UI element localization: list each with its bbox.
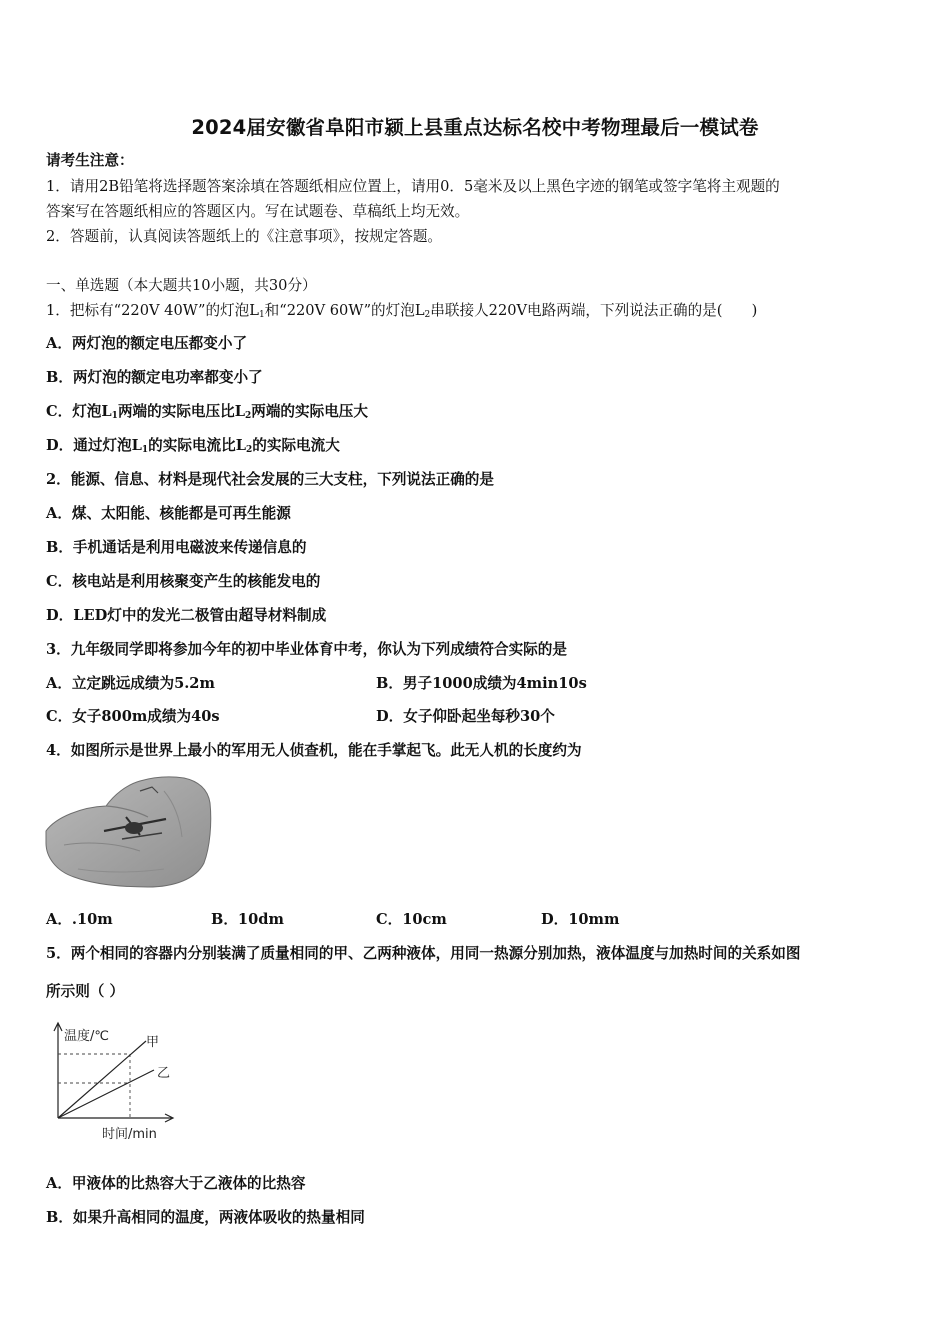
q3-option-c: C．女子800m成绩为40s	[46, 708, 220, 725]
q4-option-d: D．10mm	[541, 911, 620, 928]
x-axis-label: 时间/min	[102, 1127, 157, 1142]
q4-stem: 4．如图所示是世界上最小的军用无人侦查机，能在手掌起飞。此无人机的长度约为	[46, 742, 582, 759]
q2-option-a: A．煤、太阳能、核能都是可再生能源	[46, 505, 291, 522]
q1-option-a: A．两灯泡的额定电压都变小了	[46, 335, 248, 352]
q1-option-b: B．两灯泡的额定电功率都变小了	[46, 369, 263, 386]
q4-option-b: B．10dm	[211, 911, 284, 928]
q4-option-c: C．10cm	[376, 911, 447, 928]
q3-stem: 3．九年级同学即将参加今年的初中毕业体育中考，你认为下列成绩符合实际的是	[46, 641, 567, 658]
q4-option-a: A．.10m	[46, 911, 113, 928]
section-heading: 一、单选题（本大题共10小题，共30分）	[46, 277, 317, 294]
series-yi-line	[58, 1070, 154, 1118]
series-jia-line	[58, 1041, 146, 1118]
q5-stem-line-2: 所示则（ ）	[46, 983, 125, 1000]
q5-option-b: B．如果升高相同的温度，两液体吸收的热量相同	[46, 1209, 365, 1226]
notice-line-2: 答案写在答题纸相应的答题区内。写在试题卷、草稿纸上均无效。	[46, 203, 470, 220]
q2-option-b: B．手机通话是利用电磁波来传递信息的	[46, 539, 307, 556]
q1-option-c: C．灯泡$L_1$两端的实际电压比$L_2$两端的实际电压大	[46, 403, 368, 421]
q1-option-d: D．通过灯泡$L_1$的实际电流比$L_2$的实际电流大	[46, 437, 340, 455]
q2-stem: 2．能源、信息、材料是现代社会发展的三大支柱，下列说法正确的是	[46, 471, 494, 488]
q2-option-c: C．核电站是利用核聚变产生的核能发电的	[46, 573, 321, 590]
series-jia-label: 甲	[146, 1035, 160, 1050]
temperature-time-graph	[40, 1018, 190, 1148]
page-title: 2024届安徽省阜阳市颍上县重点达标名校中考物理最后一模试卷	[191, 116, 759, 139]
q5-option-a: A．甲液体的比热容大于乙液体的比热容	[46, 1175, 306, 1192]
q5-stem-line-1: 5．两个相同的容器内分别装满了质量相同的甲、乙两种液体，用同一热源分别加热，液体温度与加热时间的关系如图	[46, 945, 801, 962]
notice-line-3: 2．答题前，认真阅读答题纸上的《注意事项》，按规定答题。	[46, 228, 443, 245]
q2-option-d: D．LED灯中的发光二极管由超导材料制成	[46, 607, 327, 624]
y-axis-label: 温度/℃	[64, 1029, 109, 1044]
notice-line-1: 1．请用2B铅笔将选择题答案涂填在答题纸相应位置上，请用0．5毫米及以上黑色字迹的钢笔或签字笔将主观题的	[46, 178, 780, 195]
q3-option-a: A．立定跳远成绩为5.2m	[46, 675, 215, 692]
drone-in-hand-image	[44, 773, 214, 889]
series-yi-label: 乙	[157, 1066, 171, 1081]
q3-option-b: B．男子1000成绩为4min10s	[376, 675, 587, 692]
q1-stem: 1．把标有“220V 40W”的灯泡$L_1$和“220V 60W”的灯泡$L_2$串联接人220V电路两端，下列说法正确的是( )	[46, 302, 758, 320]
notice-heading: 请考生注意：	[46, 152, 134, 169]
q3-option-d: D．女子仰卧起坐每秒30个	[376, 708, 555, 725]
